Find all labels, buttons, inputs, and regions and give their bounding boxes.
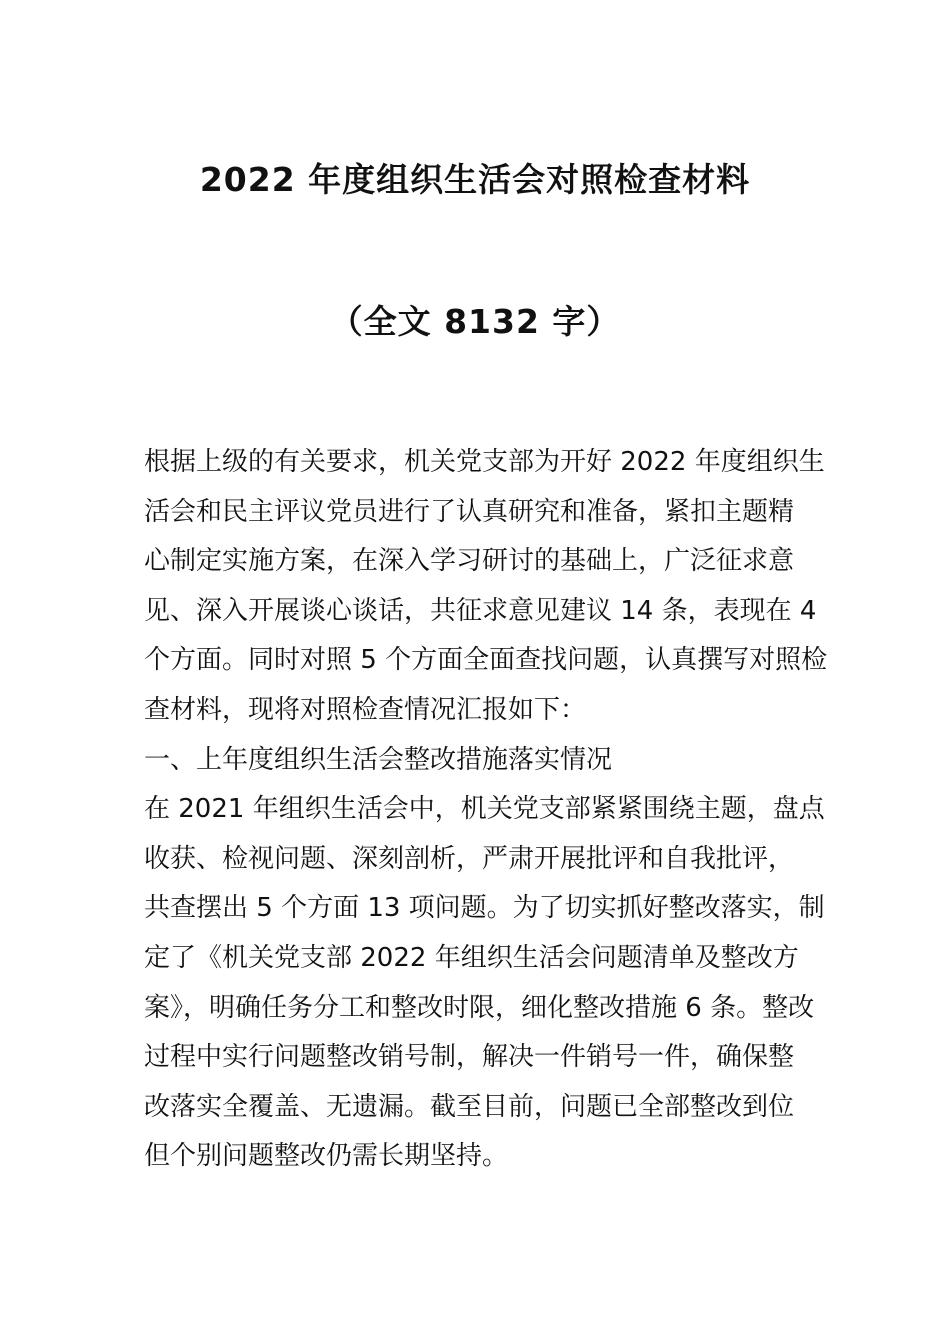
- text-line: 个方面。同时对照 5 个方面全面查找问题，认真撰写对照检: [144, 645, 828, 676]
- text-line: 案》，明确任务分工和整改时限，细化整改措施 6 条。整改: [144, 992, 815, 1023]
- text-line: 过程中实行问题整改销号制，解决一件销号一件，确保整: [144, 1042, 795, 1073]
- text-line: 在 2021 年组织生活会中，机关党支部紧紧围绕主题，盘点: [144, 794, 825, 825]
- text-line: 见、深入开展谈心谈话，共征求意见建议 14 条，表现在 4: [144, 595, 817, 626]
- document-subtitle: （全文 8132 字）: [329, 302, 621, 341]
- text-line: 查材料，现将对照检查情况汇报如下：: [144, 694, 587, 725]
- text-line: 但个别问题整改仍需长期坚持。: [144, 1141, 509, 1172]
- text-line: 活会和民主评议党员进行了认真研究和准备，紧扣主题精: [144, 496, 795, 527]
- section-heading: 一、上年度组织生活会整改措施落实情况: [144, 744, 613, 775]
- text-line: 心制定实施方案，在深入学习研讨的基础上，广泛征求意: [144, 546, 795, 577]
- text-line: 定了《机关党支部 2022 年组织生活会问题清单及整改方: [144, 942, 799, 973]
- text-line: 根据上级的有关要求，机关党支部为开好 2022 年度组织生: [144, 447, 825, 477]
- text-line: 共查摆出 5 个方面 13 项问题。为了切实抓好整改落实，制: [144, 893, 825, 924]
- document-title: 2022 年度组织生活会对照检查材料: [199, 160, 751, 199]
- text-line: 收获、检视问题、深刻剖析，严肃开展批评和自我批评，: [144, 843, 795, 874]
- document-body: [144, 438, 828, 1182]
- text-line: 改落实全覆盖、无遗漏。截至目前，问题已全部整改到位: [144, 1091, 795, 1122]
